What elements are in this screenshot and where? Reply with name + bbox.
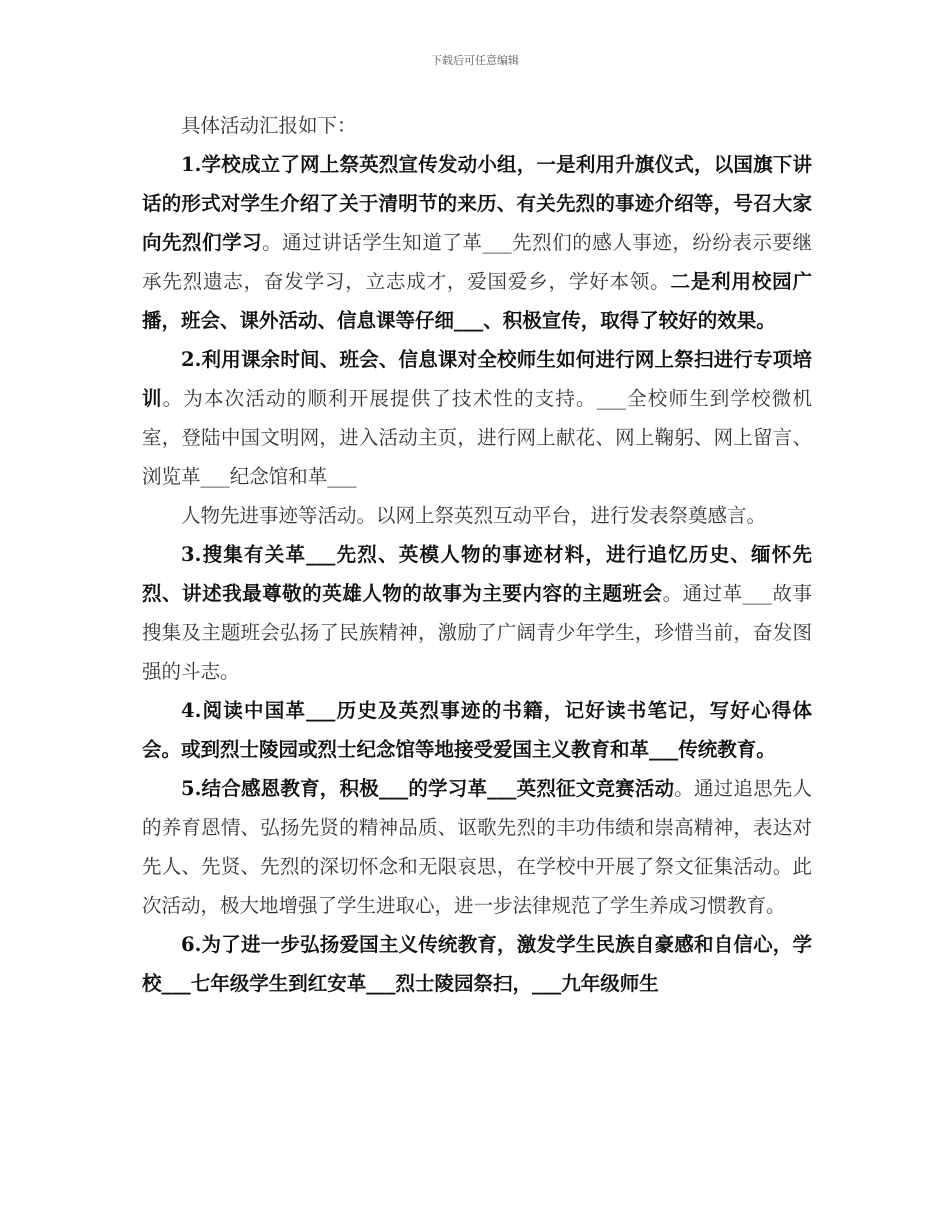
item-1-body: 。通过讲话学生知道了革___先烈们的感人事迹，纷纷表示要继承先烈遗志，奋发学习，立志成才，爱国爱乡，学好本领。 (142, 231, 812, 293)
item-5-paragraph (142, 769, 812, 925)
item-4-paragraph (142, 691, 812, 769)
item-2-continuation: 人物先进事迹等活动。以网上祭英烈互动平台，进行发表祭奠感言。 (181, 504, 767, 527)
item-3-heading: 3.搜集有关革___先烈、英模人物的事迹材料，进行追忆历史、缅怀先烈、讲述我最尊敬的英雄人物的故事为主要内容的主题班会 (142, 543, 812, 605)
page-header: 下载后可任意编辑 (431, 54, 519, 67)
item-1-paragraph (142, 145, 812, 340)
item-3-body: 。通过革___故事搜集及主题班会弘扬了民族精神，激励了广阔青少年学生，珍惜当前，奋发图强的斗志。 (142, 582, 812, 683)
item-5-body: 。通过追思先人的养育恩情、弘扬先贤的精神品质、讴歌先烈的丰功伟绩和崇高精神，表达对先人、先贤、先烈的深切怀念和无限哀思，在学校中开展了祭文征集活动。此次活动，极大地增强了学生进取心，进一步法律规范了学生养成习惯教育。 (142, 777, 812, 917)
item-2-paragraph (142, 340, 812, 496)
item-2-body: 。为本次活动的顺利开展提供了技术性的支持。___全校师生到学校微机室，登陆中国文明网，进入活动主页，进行网上献花、网上鞠躬、网上留言、浏览革___纪念馆和革___ (142, 387, 812, 488)
item-5-heading: 5.结合感恩教育，积极___的学习革___英烈征文竞赛活动 (181, 777, 675, 800)
item-2-heading: 2.利用课余时间、班会、信息课对全校师生如何进行网上祭扫进行专项培训 (142, 348, 812, 410)
item-3-paragraph (142, 535, 812, 691)
item-6-paragraph (142, 925, 812, 1003)
item-1-heading-2: 二是利用校园广播，班会、课外活动、信息课等仔细___、积极宣传，取得了较好的效果。 (142, 270, 812, 332)
item-1-heading: 1.学校成立了网上祭英烈宣传发动小组，一是利用升旗仪式，以国旗下讲话的形式对学生介绍了关于清明节的来历、有关先烈的事迹介绍等，号召大家向先烈们学习 (142, 153, 812, 254)
intro-paragraph: 具体活动汇报如下： (181, 114, 357, 137)
document-body (142, 106, 812, 1003)
item-4-heading: 4.阅读中国革___历史及英烈事迹的书籍，记好读书笔记，写好心得体会。或到烈士陵园或烈士纪念馆等地接受爱国主义教育和革___传统教育。 (142, 699, 812, 761)
item-6-heading: 6.为了进一步弘扬爱国主义传统教育，激发学生民族自豪感和自信心，学校___七年级学生到红安革___烈士陵园祭扫，___九年级师生 (142, 933, 812, 995)
